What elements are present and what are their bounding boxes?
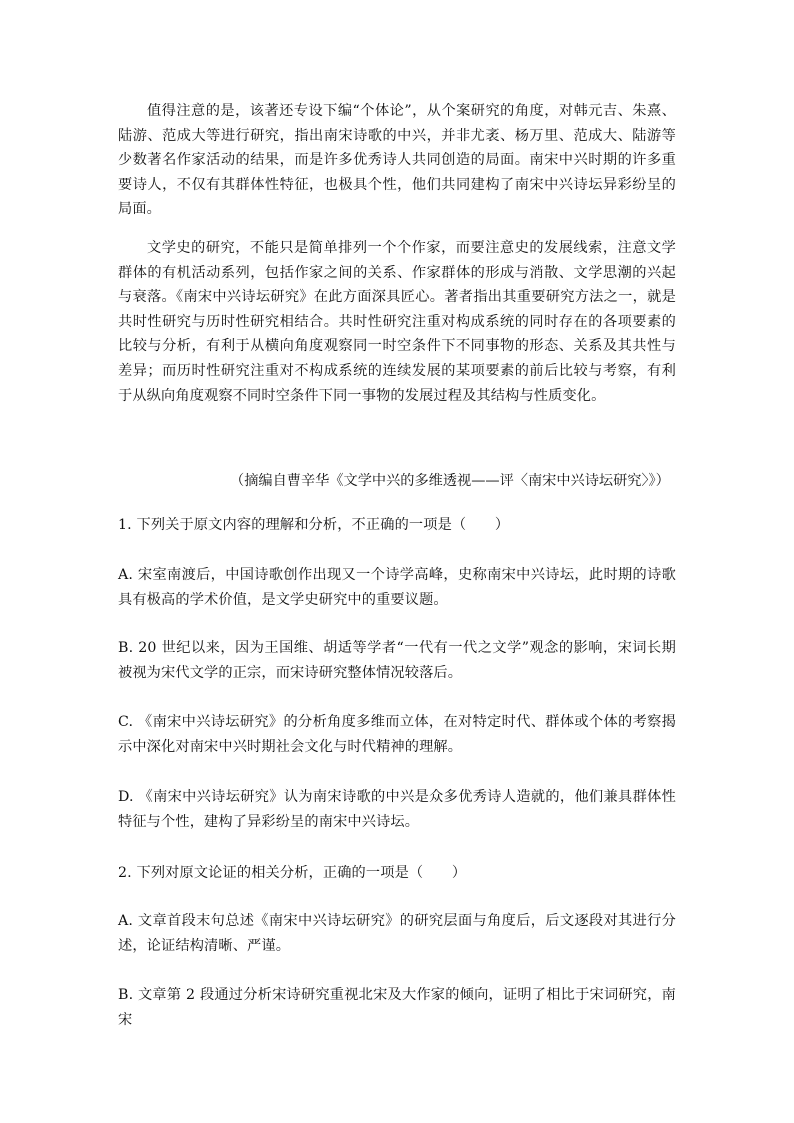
question-1-option-d: D. 《南宋中兴诗坛研究》认为南宋诗歌的中兴是众多优秀诗人造就的，他们兼具群体性特征与个性，建构了异彩纷呈的南宋中兴诗坛。 xyxy=(118,789,676,830)
question-1-option-c: C. 《南宋中兴诗坛研究》的分析角度多维而立体，在对特定时代、群体或个体的考察揭示中深化对南宋中兴时期社会文化与时代精神的理解。 xyxy=(118,714,676,755)
question-1-option-b: B. 20 世纪以来，因为王国维、胡适等学者“一代有一代之文学”观念的影响，宋词长期被视为宋代文学的正宗，而宋诗研究整体情况较落后。 xyxy=(118,640,676,681)
article-paragraph-2: 文学史的研究，不能只是简单排列一个个作家，而要注意史的发展线索，注意文学群体的有机活动系列，包括作家之间的关系、作家群体的形成与消散、文学思潮的兴起与衰落。《南宋中兴诗坛研究》在此方面深具匠心。著者指出其重要研究方法之一，就是共时性研究与历时性研究相结合。共时性研究注重对构成系统的同时存在的各项要素的比较与分析，有利于从横向角度观察同一时空条件下不同事物的形态、关系及其共性与差异；而历时性研究注重对不构成系统的连续发展的某项要素的前后比较与考察，有利于从纵向角度观察不同时空条件下同一事物的发展过程及其结构与性质变化。 xyxy=(118,240,676,404)
article-paragraph-1: 值得注意的是，该著还专设下编“个体论”，从个案研究的角度，对韩元吉、朱熹、陆游、范成大等进行研究，指出南宋诗歌的中兴，并非尤袤、杨万里、范成大、陆游等少数著名作家活动的结果，而是许多优秀诗人共同创造的局面。南宋中兴时期的许多重要诗人，不仅有其群体性特征，也极具个性，他们共同建构了南宋中兴诗坛异彩纷呈的局面。 xyxy=(118,103,676,218)
question-1-stem: 1. 下列关于原文内容的理解和分析，不正确的一项是（ ） xyxy=(118,517,510,533)
question-2-option-b: B. 文章第 2 段通过分析宋诗研究重视北宋及大作家的倾向，证明了相比于宋词研究，南宋 xyxy=(118,987,676,1028)
question-2-option-a: A. 文章首段末句总述《南宋中兴诗坛研究》的研究层面与角度后，后文逐段对其进行分述，论证结构清晰、严谨。 xyxy=(118,913,676,954)
question-1-option-a: A. 宋室南渡后，中国诗歌创作出现又一个诗学高峰，史称南宋中兴诗坛，此时期的诗歌具有极高的学术价值，是文学史研究中的重要议题。 xyxy=(118,567,676,608)
article-source-citation: （摘编自曹辛华《文学中兴的多维透视——评〈南宋中兴诗坛研究〉》） xyxy=(230,473,670,489)
question-2-stem: 2. 下列对原文论证的相关分析，正确的一项是（ ） xyxy=(118,865,467,881)
